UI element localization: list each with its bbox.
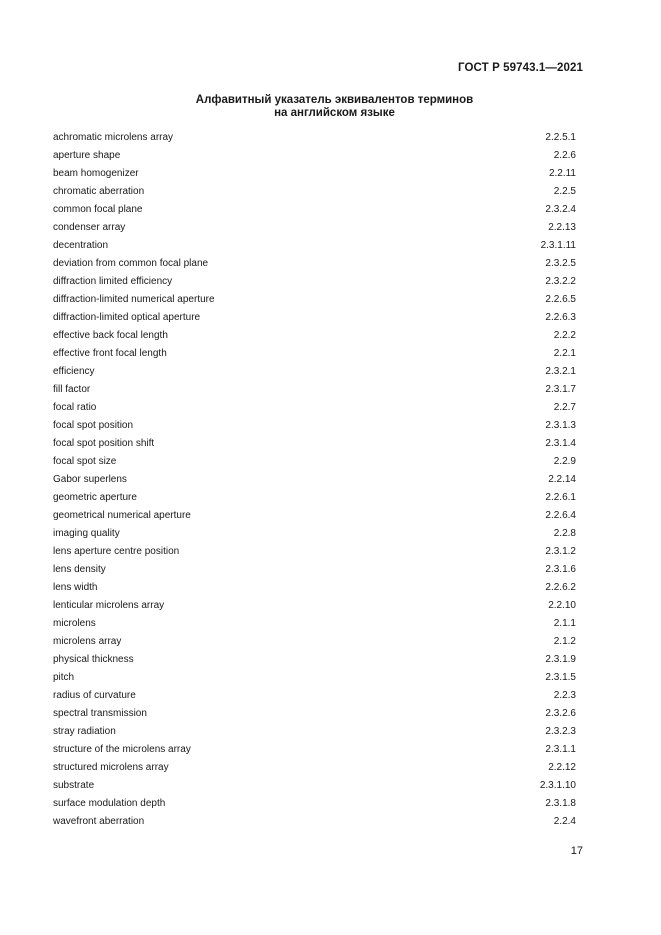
index-reference: 2.2.8 <box>553 528 576 539</box>
index-reference: 2.3.1.11 <box>540 240 576 251</box>
index-term: lenticular microlens array <box>53 600 165 611</box>
index-reference: 2.3.1.10 <box>539 780 576 791</box>
index-entry <box>53 165 576 183</box>
index-term: structured microlens array <box>53 762 169 773</box>
index-reference: 2.3.1.3 <box>545 420 576 431</box>
index-entry <box>53 795 576 813</box>
index-term: diffraction-limited numerical aperture <box>53 294 215 305</box>
index-term: common focal plane <box>53 204 143 215</box>
index-term: efficiency <box>53 366 95 377</box>
index-reference: 2.3.1.7 <box>545 384 576 395</box>
index-term: fill factor <box>53 384 91 395</box>
index-reference: 2.2.6.1 <box>545 492 576 503</box>
index-term: beam homogenizer <box>53 168 139 179</box>
index-term: imaging quality <box>53 528 120 539</box>
index-term: diffraction limited efficiency <box>53 276 173 287</box>
index-term: focal spot size <box>53 456 117 467</box>
index-term: surface modulation depth <box>53 798 166 809</box>
page-number: 17 <box>570 845 583 857</box>
index-reference: 2.2.12 <box>548 762 576 773</box>
document-code: ГОСТ Р 59743.1—2021 <box>458 62 583 74</box>
index-entry <box>53 759 576 777</box>
index-term: microlens <box>53 618 96 629</box>
index-entry <box>53 615 576 633</box>
index-reference: 2.1.1 <box>553 618 576 629</box>
index-entry <box>53 507 576 525</box>
index-reference: 2.2.14 <box>548 474 576 485</box>
index-entry <box>53 705 576 723</box>
index-entry <box>53 183 576 201</box>
index-reference: 2.2.6 <box>553 150 576 161</box>
index-entry <box>53 219 576 237</box>
index-reference: 2.2.11 <box>548 168 576 179</box>
index-entry <box>53 201 576 219</box>
index-reference: 2.3.2.3 <box>545 726 576 737</box>
index-entry <box>53 489 576 507</box>
index-entry <box>53 687 576 705</box>
index-reference: 2.3.2.1 <box>545 366 576 377</box>
index-reference: 2.3.2.2 <box>545 276 576 287</box>
index-entry <box>53 579 576 597</box>
index-reference: 2.3.2.6 <box>545 708 576 719</box>
index-term: focal spot position shift <box>53 438 155 449</box>
index-term: stray radiation <box>53 726 116 737</box>
index-reference: 2.3.2.5 <box>545 258 576 269</box>
index-entry <box>53 147 576 165</box>
index-entry <box>53 723 576 741</box>
index-entry <box>53 381 576 399</box>
index-reference: 2.3.1.9 <box>545 654 576 665</box>
index-reference: 2.2.7 <box>553 402 576 413</box>
index-reference: 2.2.5.1 <box>545 132 576 143</box>
index-reference: 2.3.1.2 <box>545 546 576 557</box>
index-reference: 2.3.1.1 <box>545 744 576 755</box>
index-reference: 2.2.3 <box>553 690 576 701</box>
index-term: effective front focal length <box>53 348 167 359</box>
index-reference: 2.3.1.4 <box>545 438 576 449</box>
index-entry <box>53 471 576 489</box>
index-entry <box>53 237 576 255</box>
page-title <box>0 94 661 120</box>
index-reference: 2.2.10 <box>548 600 576 611</box>
index-reference: 2.2.4 <box>553 816 576 827</box>
index-reference: 2.2.6.5 <box>545 294 576 305</box>
index-term: diffraction-limited optical aperture <box>53 312 201 323</box>
index-entry <box>53 669 576 687</box>
index-term: focal spot position <box>53 420 134 431</box>
index-entry <box>53 561 576 579</box>
index-entry <box>53 309 576 327</box>
index-entry <box>53 417 576 435</box>
index-term: lens aperture centre position <box>53 546 180 557</box>
index-reference: 2.2.6.2 <box>545 582 576 593</box>
index-entry <box>53 435 576 453</box>
index-entry <box>53 651 576 669</box>
index-entry <box>53 597 576 615</box>
index-term: effective back focal length <box>53 330 168 341</box>
index-term: geometrical numerical aperture <box>53 510 191 521</box>
index-term: Gabor superlens <box>53 474 127 485</box>
index-term: substrate <box>53 780 95 791</box>
index-term: physical thickness <box>53 654 134 665</box>
index-term: spectral transmission <box>53 708 147 719</box>
index-reference: 2.2.1 <box>553 348 576 359</box>
page-title-line-1: Алфавитный указатель эквивалентов терминов <box>195 94 474 106</box>
index-entry <box>53 129 576 147</box>
index-term: pitch <box>53 672 75 683</box>
index-reference: 2.3.1.6 <box>545 564 576 575</box>
index-reference: 2.3.2.4 <box>545 204 576 215</box>
index-reference: 2.2.6.4 <box>545 510 576 521</box>
index-entry <box>53 741 576 759</box>
index-term: chromatic aberration <box>53 186 145 197</box>
index-term: achromatic microlens array <box>53 132 174 143</box>
index-entry <box>53 633 576 651</box>
index-term: focal ratio <box>53 402 97 413</box>
index-term: condenser array <box>53 222 126 233</box>
index-term: microlens array <box>53 636 122 647</box>
index-term: deviation from common focal plane <box>53 258 209 269</box>
index-reference: 2.1.2 <box>553 636 576 647</box>
index-reference: 2.2.2 <box>553 330 576 341</box>
index-term: lens width <box>53 582 98 593</box>
index-entry <box>53 345 576 363</box>
index-entry <box>53 291 576 309</box>
term-index-list <box>53 129 576 831</box>
index-entry <box>53 525 576 543</box>
index-entry <box>53 453 576 471</box>
index-term: lens density <box>53 564 106 575</box>
index-reference: 2.3.1.8 <box>545 798 576 809</box>
index-term: geometric aperture <box>53 492 137 503</box>
page-title-line-2: на английском языке <box>274 107 395 119</box>
index-entry <box>53 813 576 831</box>
index-reference: 2.2.13 <box>548 222 576 233</box>
index-entry <box>53 777 576 795</box>
index-reference: 2.3.1.5 <box>545 672 576 683</box>
index-entry <box>53 399 576 417</box>
index-term: aperture shape <box>53 150 121 161</box>
index-entry <box>53 273 576 291</box>
index-reference: 2.2.6.3 <box>545 312 576 323</box>
index-reference: 2.2.9 <box>553 456 576 467</box>
index-entry <box>53 255 576 273</box>
index-entry <box>53 543 576 561</box>
index-term: wavefront aberration <box>53 816 145 827</box>
index-term: structure of the microlens array <box>53 744 191 755</box>
index-entry <box>53 363 576 381</box>
index-term: radius of curvature <box>53 690 136 701</box>
index-entry <box>53 327 576 345</box>
index-reference: 2.2.5 <box>553 186 576 197</box>
index-term: decentration <box>53 240 109 251</box>
